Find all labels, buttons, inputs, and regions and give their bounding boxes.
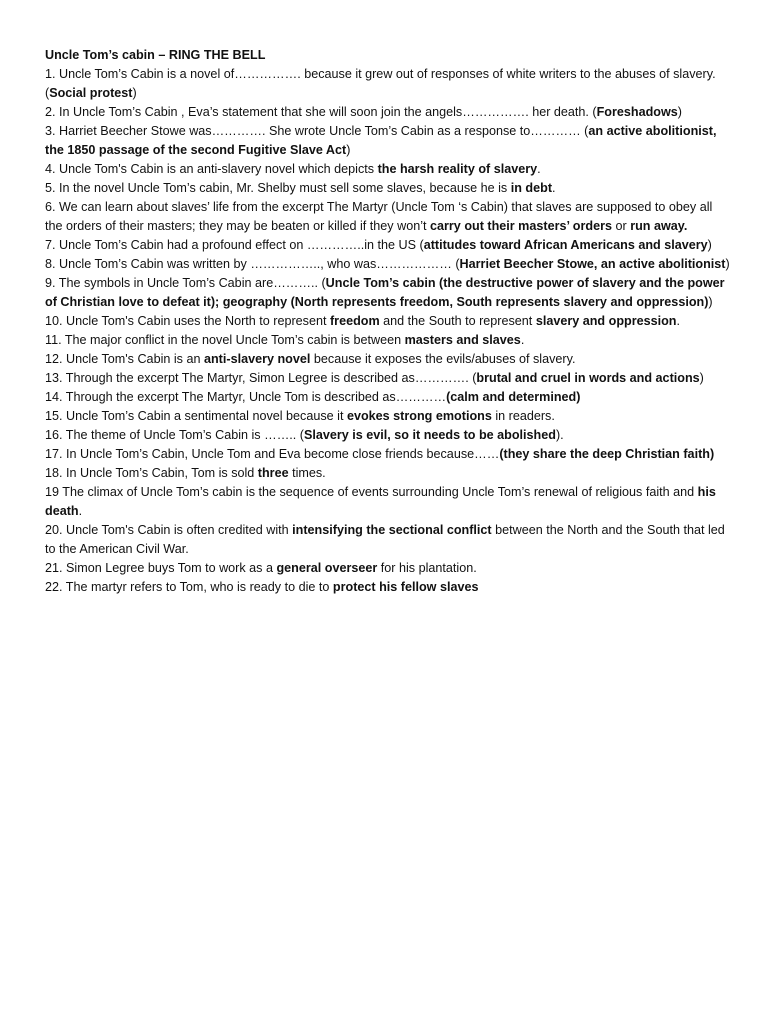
answer-text: attitudes toward African Americans and slavery xyxy=(423,238,708,252)
question-text: 6. We can learn about slaves’ life from the excerpt The Martyr (Uncle Tom ‘s Cabin) that slaves are supposed to obey all the orders of their masters; they may be beaten or killed if they won’t xyxy=(45,200,713,233)
question-text: 17. In Uncle Tom’s Cabin, Uncle Tom and Eva become close friends because…… xyxy=(45,447,500,461)
answer-text: in debt xyxy=(510,181,553,195)
question-list xyxy=(45,65,731,597)
question-text: . xyxy=(537,162,541,176)
answer-text: Foreshadows xyxy=(596,105,678,119)
question-item xyxy=(45,521,731,559)
question-text: 19 The climax of Uncle Tom’s cabin is the sequence of events surrounding Uncle Tom’s renewal of religious faith and xyxy=(45,485,698,499)
answer-text: Slavery is evil, so it needs to be abolished xyxy=(303,428,556,442)
question-item xyxy=(45,407,731,426)
question-item xyxy=(45,160,731,179)
answer-text: (calm and determined) xyxy=(446,390,581,404)
question-item xyxy=(45,312,731,331)
answer-text: evokes strong emotions xyxy=(346,409,492,423)
question-text: . xyxy=(78,504,83,518)
question-text: because it exposes the evils/abuses of slavery. xyxy=(310,352,576,366)
answer-text: three xyxy=(257,466,289,480)
question-item xyxy=(45,350,731,369)
answer-text: Social protest xyxy=(49,86,133,100)
question-text: 21. Simon Legree buys Tom to work as a xyxy=(45,561,277,575)
question-text: 3. Harriet Beecher Stowe was…………. She wrote Uncle Tom’s Cabin as a response to………… ( xyxy=(45,124,589,138)
answer-text: an active abolitionist, the 1850 passage of the second Fugitive Slave Act xyxy=(45,124,717,157)
answer-text: the harsh reality of slavery xyxy=(377,162,538,176)
question-item xyxy=(45,483,731,521)
question-item xyxy=(45,179,731,198)
question-text: 2. In Uncle Tom’s Cabin , Eva’s statement that she will soon join the angels……………. her death. ( xyxy=(45,105,597,119)
answer-text: freedom xyxy=(329,314,380,328)
document-title-text: Uncle Tom’s cabin – RING THE BELL xyxy=(45,48,266,62)
question-text: 10. Uncle Tom's Cabin uses the North to represent xyxy=(45,314,330,328)
question-text: ) xyxy=(699,371,704,385)
question-text: 18. In Uncle Tom’s Cabin, Tom is sold xyxy=(45,466,258,480)
question-text: 1. Uncle Tom’s Cabin is a novel of……………. because it grew out of responses of white writers to the abuses of slavery. ( xyxy=(45,67,716,100)
question-text: . xyxy=(520,333,525,347)
question-text: 14. Through the excerpt The Martyr, Uncle Tom is described as………… xyxy=(45,390,447,404)
question-text: between the North and the South that led to the American Civil War. xyxy=(45,523,725,556)
document-title xyxy=(45,46,731,65)
answer-text: intensifying the sectional conflict xyxy=(292,523,492,537)
question-item xyxy=(45,388,731,407)
question-text: ) xyxy=(707,238,712,252)
question-item xyxy=(45,578,731,597)
question-item xyxy=(45,65,731,103)
question-text: ) xyxy=(346,143,351,157)
question-text: 9. The symbols in Uncle Tom’s Cabin are……….. ( xyxy=(45,276,326,290)
question-text: 22. The martyr refers to Tom, who is ready to die to xyxy=(45,580,333,594)
question-text: ). xyxy=(555,428,564,442)
answer-text: protect his fellow slaves xyxy=(332,580,479,594)
question-text: ) xyxy=(132,86,137,100)
answer-text: masters and slaves xyxy=(404,333,521,347)
question-text: and the South to represent xyxy=(379,314,536,328)
question-text: for his plantation. xyxy=(377,561,477,575)
question-text: 13. Through the excerpt The Martyr, Simon Legree is described as…………. ( xyxy=(45,371,477,385)
question-text: . xyxy=(676,314,680,328)
answer-text: (they share the deep Christian faith) xyxy=(499,447,715,461)
answer-text: his death xyxy=(45,485,716,518)
question-item xyxy=(45,445,731,464)
question-item xyxy=(45,274,731,312)
question-item xyxy=(45,369,731,388)
answer-text: run away. xyxy=(630,219,688,233)
question-text: in readers. xyxy=(491,409,555,423)
answer-text: slavery and oppression xyxy=(535,314,677,328)
question-text: 16. The theme of Uncle Tom’s Cabin is …….. ( xyxy=(45,428,304,442)
answer-text: carry out their masters’ orders xyxy=(430,219,612,233)
question-item xyxy=(45,103,731,122)
question-text: ) xyxy=(677,105,682,119)
question-text: or xyxy=(612,219,631,233)
question-text: 4. Uncle Tom's Cabin is an anti-slavery novel which depicts xyxy=(45,162,378,176)
question-text: ) xyxy=(708,295,713,309)
question-text: 8. Uncle Tom’s Cabin was written by …………….., who was……………… ( xyxy=(45,257,460,271)
question-text: 7. Uncle Tom’s Cabin had a profound effect on …………..in the US ( xyxy=(45,238,424,252)
question-text: 15. Uncle Tom’s Cabin a sentimental novel because it xyxy=(45,409,347,423)
question-text: ) xyxy=(725,257,730,271)
question-item xyxy=(45,255,731,274)
question-item xyxy=(45,464,731,483)
question-item xyxy=(45,236,731,255)
question-item xyxy=(45,426,731,445)
question-text: 5. In the novel Uncle Tom’s cabin, Mr. Shelby must sell some slaves, because he is xyxy=(45,181,511,195)
answer-text: Harriet Beecher Stowe, an active abolitionist xyxy=(459,257,726,271)
answer-text: general overseer xyxy=(276,561,378,575)
question-item xyxy=(45,122,731,160)
question-text: times. xyxy=(288,466,326,480)
answer-text: Uncle Tom’s cabin (the destructive power of slavery and the power of Christian love to defeat it); geography (North represents freedom, South represents slavery and oppression) xyxy=(45,276,725,309)
question-item xyxy=(45,331,731,350)
question-text: 11. The major conflict in the novel Uncle Tom’s cabin is between xyxy=(45,333,405,347)
question-text: 12. Uncle Tom's Cabin is an xyxy=(45,352,204,366)
answer-text: anti-slavery novel xyxy=(203,352,311,366)
question-item xyxy=(45,198,731,236)
document-page xyxy=(45,46,731,597)
question-item xyxy=(45,559,731,578)
question-text: 20. Uncle Tom's Cabin is often credited with xyxy=(45,523,293,537)
answer-text: brutal and cruel in words and actions xyxy=(476,371,700,385)
question-text: . xyxy=(552,181,556,195)
